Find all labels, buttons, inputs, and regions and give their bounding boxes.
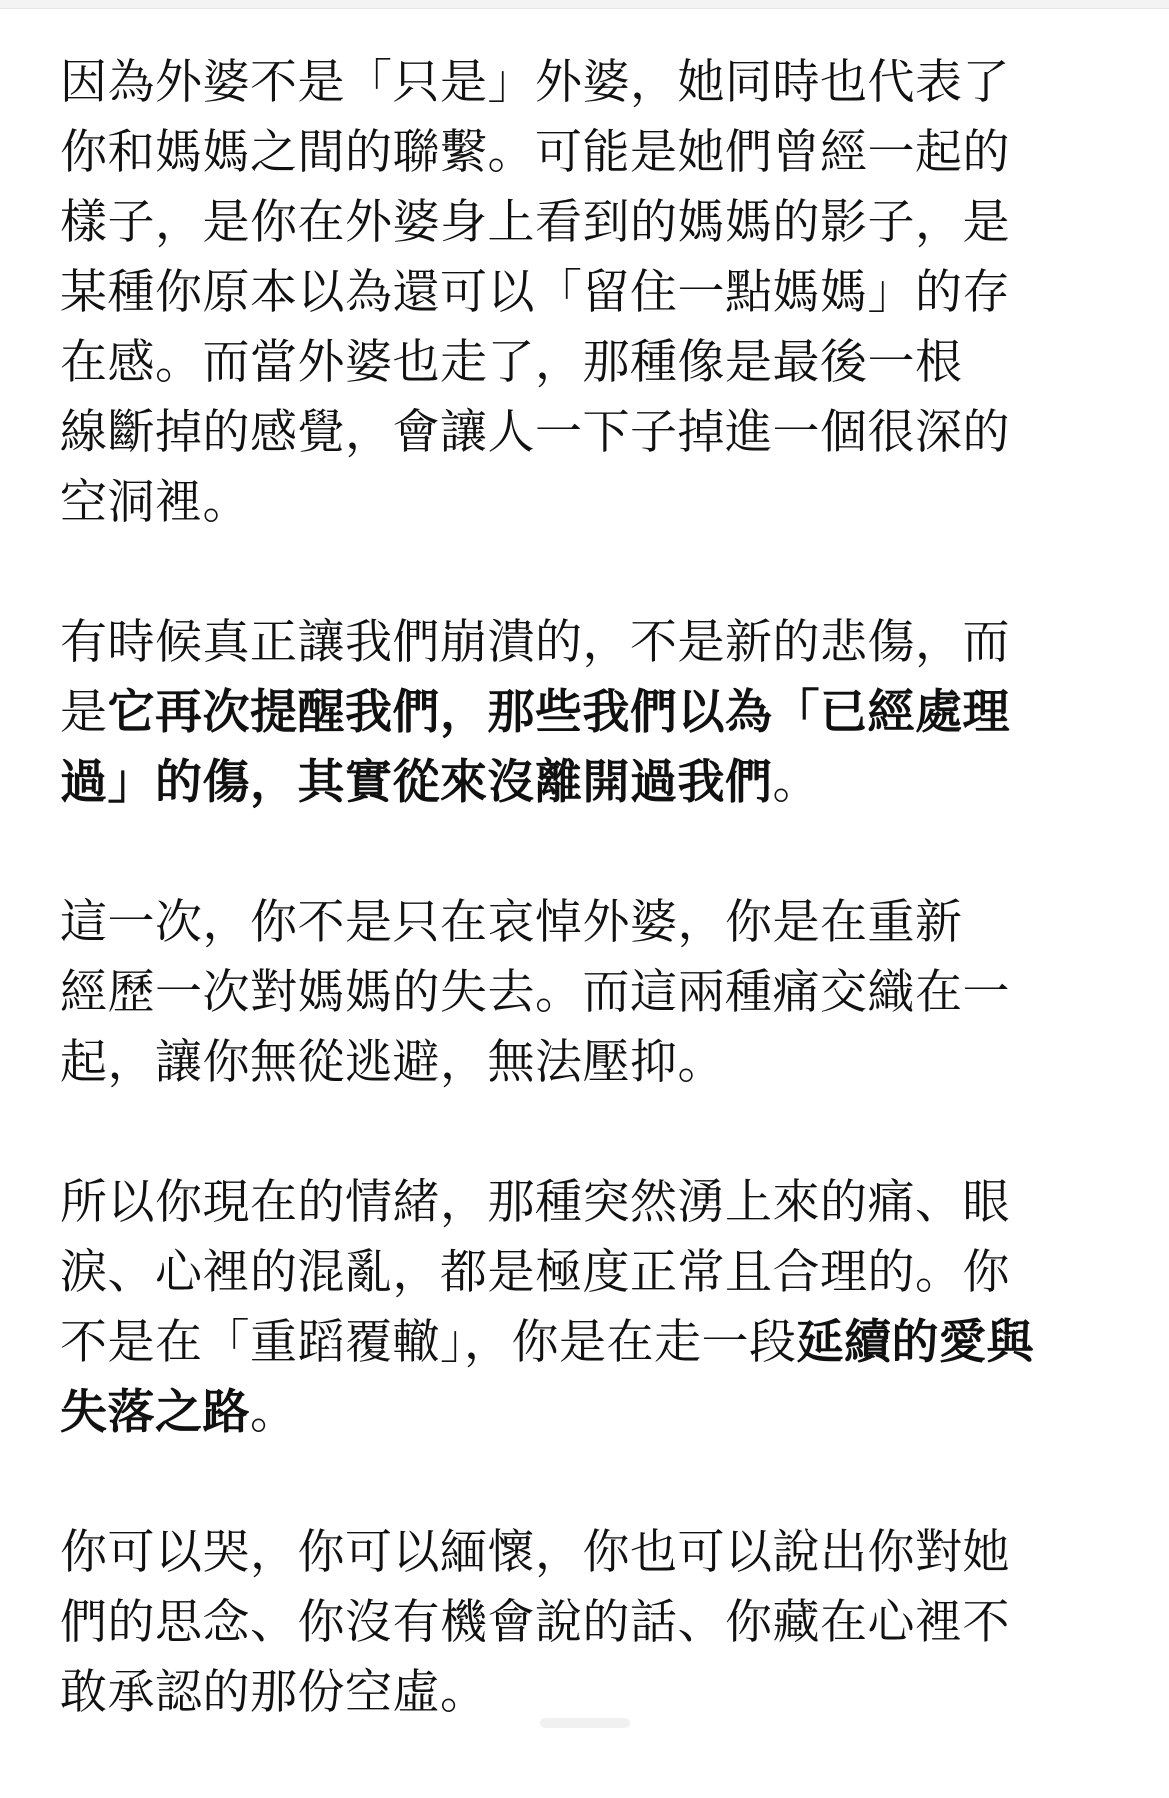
text-line: 你和媽媽之間的聯繫。可能是她們曾經一起的 <box>60 125 1010 180</box>
home-indicator <box>540 1718 630 1728</box>
text-line: 們的思念、你沒有機會說的話、你藏在心裡不 <box>60 1595 1010 1650</box>
text-line <box>60 1308 1100 1378</box>
text-line: 淚、心裡的混亂，都是極度正常且合理的。你 <box>60 1245 1010 1300</box>
text-line: 起，讓你無從逃避，無法壓抑。 <box>60 1035 725 1090</box>
text-line: 樣子，是你在外婆身上看到的媽媽的影子，是 <box>60 195 1010 250</box>
paragraph-4 <box>60 1168 1100 1448</box>
text-line <box>60 1378 1100 1448</box>
paragraph-5 <box>60 1518 1100 1728</box>
text-line: 因為外婆不是「只是」外婆，她同時也代表了 <box>60 55 1010 110</box>
paragraph-3 <box>60 888 1100 1098</box>
text-line: 這一次，你不是只在哀悼外婆，你是在重新 <box>60 895 963 950</box>
bold-text: 失落之路 <box>60 1385 250 1440</box>
text-line: 某種你原本以為還可以「留住一點媽媽」的存 <box>60 265 1010 320</box>
plain-text: 是 <box>60 685 108 740</box>
message-text <box>60 48 1100 1798</box>
text-line: 所以你現在的情緒，那種突然湧上來的痛、眼 <box>60 1175 1010 1230</box>
text-line: 有時候真正讓我們崩潰的，不是新的悲傷，而 <box>60 615 1010 670</box>
text-line: 經歷一次對媽媽的失去。而這兩種痛交織在一 <box>60 965 1010 1020</box>
plain-text: 。 <box>250 1385 298 1440</box>
bold-text: 它再次提醒我們，那些我們以為「已經處理 <box>107 685 1010 740</box>
plain-text: 。 <box>772 755 820 810</box>
top-divider <box>0 0 1169 9</box>
text-line: 在感。而當外婆也走了，那種像是最後一根 <box>60 335 963 390</box>
bold-text: 過」的傷，其實從來沒離開過我們 <box>60 755 773 810</box>
text-line: 線斷掉的感覺，會讓人一下子掉進一個很深的 <box>60 405 1010 460</box>
bold-text: 延續的愛與 <box>796 1315 1034 1370</box>
paragraph-1 <box>60 48 1100 538</box>
paragraph-2 <box>60 608 1100 818</box>
text-line <box>60 748 1100 818</box>
plain-text: 不是在「重蹈覆轍」，你是在走一段 <box>60 1315 797 1370</box>
text-line: 你可以哭，你可以緬懷，你也可以說出你對她 <box>60 1525 1010 1580</box>
text-line: 空洞裡。 <box>60 475 250 530</box>
text-line <box>60 678 1100 748</box>
text-line: 敢承認的那份空虛。 <box>60 1665 488 1720</box>
